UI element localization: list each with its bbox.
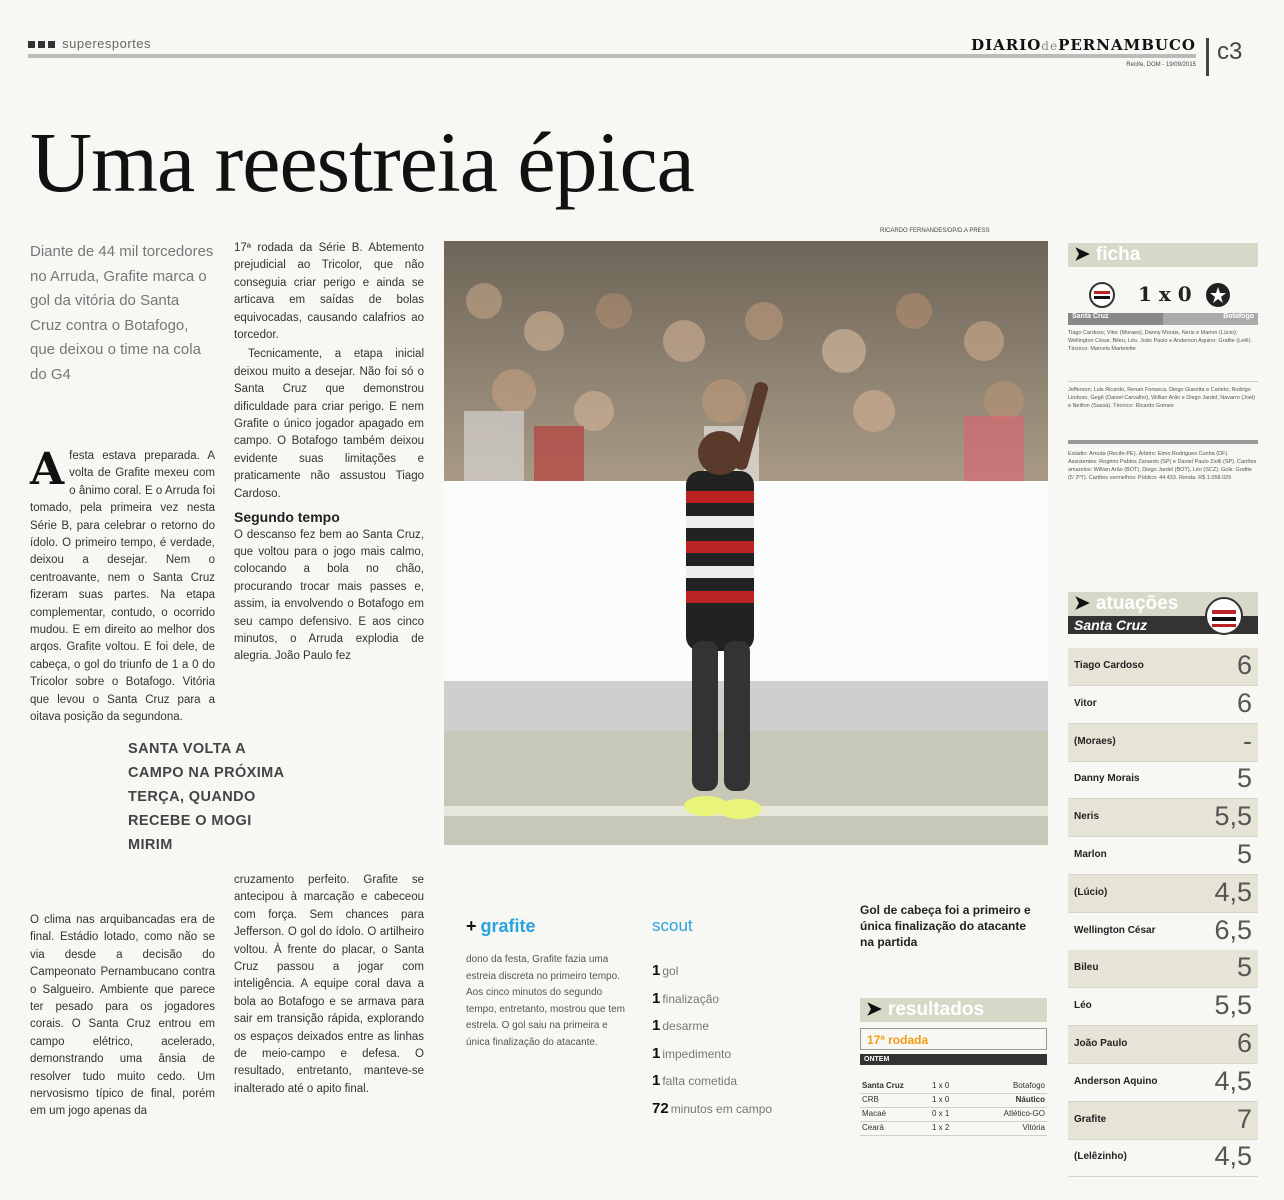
player-name: Bileu <box>1074 962 1099 974</box>
scout-number: 1 <box>652 1017 661 1034</box>
scout-number: 1 <box>652 989 661 1007</box>
ficha-header <box>1068 243 1258 267</box>
player-score: 5 <box>1236 839 1252 869</box>
match-photo <box>444 241 1048 845</box>
scout-item <box>652 1072 832 1100</box>
player-name: (Lúcio) <box>1074 886 1108 898</box>
square-icon <box>48 41 55 48</box>
scout-label: impedimento <box>662 1046 732 1061</box>
photo-illustration <box>444 241 1048 845</box>
ficha-title: ficha <box>1095 244 1141 265</box>
player-score: 6,5 <box>1214 914 1252 945</box>
atuacoes-box <box>1068 592 1258 634</box>
ficha-score: 1 x 0 <box>1138 282 1192 306</box>
headline: Uma reestreia épica <box>30 114 694 210</box>
ficha-score-area <box>1068 267 1258 313</box>
scout-label: minutos em campo <box>670 1101 773 1116</box>
scout-list <box>652 962 832 1127</box>
player-score: 5,5 <box>1214 990 1252 1021</box>
scout-number: 1 <box>652 1072 661 1089</box>
dropcap: A <box>30 444 65 495</box>
body-text-2b: Tecnicamente, a etapa inicial deixou muito a desejar. Não foi só o Santa Cruz que demonstrou dificuldade para criar perigo. E nem Grafite o único jogador apagado em campo. O Botafogo também deixou evidente suas limitações e praticamente não assustou Tiago Cardoso. <box>234 348 424 500</box>
subhead: Segundo tempo <box>234 509 340 526</box>
player-rating-row <box>1068 1139 1258 1177</box>
photo-caption: Gol de cabeça foi a primeiro e única finalização do atacante na partida <box>860 903 1031 949</box>
scout-title: scout <box>652 916 693 935</box>
scout-label: finalização <box>662 991 720 1006</box>
body-text-1: festa estava preparada. A volta de Grafite mexeu com o ânimo coral. E o Arruda foi tomado, pela primeira vez nesta Série B, para celebrar o retorno do ídolo. O primeiro tempo, é verdade, deixou a desejar. Nem o centroavante, nem o Santa Cruz fizeram suas partes. Na etapa complementar, contudo, o ocorrido mudou. E em direito ao melhor dos arqos. Grafite voltou. E foi dele, de cabeça, o gol do triunfo de 1 a 0 do Tricolor sobre o Botafogo. Vitória que levou o Santa Cruz para a oitava posição da segundona. <box>30 450 215 724</box>
square-icon <box>28 41 35 48</box>
body-text-2a: 17ª rodada da Série B. Abtemento prejudicial ao Tricolor, que não conseguia criar perigo e ainda se articava em saídas de bolas equivocadas, causando calafrios ao torcedor. <box>234 242 424 342</box>
player-name: Anderson Aquino <box>1074 1075 1158 1087</box>
arrow-icon: ➤ <box>1074 593 1090 614</box>
player-name: Wellington César <box>1074 924 1156 936</box>
ficha-box <box>1068 243 1258 528</box>
ficha-teams <box>1068 313 1258 325</box>
resultados-header <box>860 998 1047 1022</box>
result-away: Atlético-GO <box>1003 1109 1045 1118</box>
result-score: 1 x 0 <box>932 1081 950 1090</box>
player-rating-row <box>1068 761 1258 799</box>
body-column-2b <box>234 872 424 1098</box>
scout-item <box>652 990 832 1018</box>
result-row <box>860 1080 1047 1094</box>
atuacoes-team: Santa Cruz <box>1068 616 1258 634</box>
player-rating-row <box>1068 913 1258 951</box>
body-column-2 <box>234 240 424 787</box>
player-rating-row <box>1068 875 1258 913</box>
top-rule <box>28 54 1196 58</box>
arrow-icon: ➤ <box>866 999 882 1020</box>
scout-item <box>652 962 832 990</box>
ficha-away-lineup: Jefferson; Luis Ricardo, Renan Fonseca, Diego Giaretta e Carleto; Rodrigo Lindoso, Gegê (Daniel Carvalho), Willian Arão e Diego Jardel; Navarro (Joel) e Neilton (Sassá). Técnico: Ricardo Gomes <box>1068 387 1256 409</box>
player-name: (Lelêzinho) <box>1074 1151 1127 1163</box>
arrow-icon: ➤ <box>1074 244 1090 265</box>
atuacoes-title: atuações <box>1095 593 1179 614</box>
ficha-team-away: Botafogo <box>1163 313 1258 325</box>
player-score: 4,5 <box>1214 1141 1252 1172</box>
ficha-divider <box>1068 440 1258 444</box>
result-row <box>860 1108 1047 1122</box>
player-name: Vitor <box>1074 697 1097 709</box>
result-row <box>860 1122 1047 1136</box>
player-score: - <box>1243 725 1252 756</box>
player-rating-row <box>1068 950 1258 988</box>
result-home: Macaé <box>862 1109 887 1118</box>
grafite-text: dono da festa, Grafite fazia uma estreia discreta no primeiro tempo. Aos cinco minutos do segundo tempo, entretanto, mostrou que tem estrela. O gol saiu na primeira e única finalização do atacante. <box>466 954 625 1048</box>
resultados-title: resultados <box>887 999 985 1020</box>
santa-cruz-crest-icon <box>1204 596 1244 636</box>
player-rating-row <box>1068 837 1258 875</box>
player-score: 5 <box>1236 763 1252 794</box>
scout-number: 1 <box>652 1044 661 1062</box>
result-away: Vitória <box>1022 1123 1045 1132</box>
player-score: 4,5 <box>1214 1065 1252 1096</box>
body-text-1b: O clima nas arquibancadas era de final. Estádio lotado, como não se via desde a decisão do Campeonato Pernambucano contra o Salgueiro. Ambiente que parece ter pesado para os jogadores corais. O Santa Cruz entrou em campo elétrico, acelerado, demonstrando uma ânsia de resolver tudo muito cedo. Um nervosismo típico de final, porém em um jogo apenas da <box>30 914 215 1118</box>
result-away: Botafogo <box>1012 1081 1045 1090</box>
result-home: Ceará <box>862 1123 884 1132</box>
section-name: superesportes <box>62 36 152 51</box>
player-name: Tiago Cardoso <box>1074 660 1144 671</box>
player-rating-row <box>1068 1064 1258 1102</box>
result-score: 1 x 2 <box>932 1123 950 1132</box>
player-rating-row <box>1068 686 1258 724</box>
player-rating-row <box>1068 1102 1258 1140</box>
top-bar <box>28 36 1196 68</box>
grafite-title-text: grafite <box>480 916 536 936</box>
botafogo-crest-icon <box>1204 281 1232 309</box>
player-score: 6 <box>1236 687 1252 718</box>
ficha-team-home: Santa Cruz <box>1068 313 1163 325</box>
player-score: 5 <box>1236 952 1252 983</box>
player-rating-row <box>1068 1026 1258 1064</box>
body-text-2c: O descanso fez bem ao Santa Cruz, que voltou para o jogo mais calmo, colocando a bola no chão, procurando trocar mais passes e, assim, ia envolvendo o Botafogo em seu campo defensivo. E aos cinco minutos, o Arruda explodia de alegria. João Paulo fez <box>234 528 424 663</box>
square-icon <box>38 41 45 48</box>
result-away: Náutico <box>1015 1095 1045 1104</box>
player-score: 5,5 <box>1214 801 1252 832</box>
scout-number: 72 <box>652 1099 669 1117</box>
scout-number: 1 <box>652 962 661 979</box>
scout-label: desarme <box>662 1019 710 1033</box>
result-home: CRB <box>862 1095 879 1104</box>
player-name: Léo <box>1074 1000 1092 1012</box>
scout-item <box>652 1045 832 1073</box>
resultados-round: 17ª rodada <box>860 1028 1047 1050</box>
scout-item <box>652 1017 832 1045</box>
pull-quote: SANTA VOLTA A CAMPO NA PRÓXIMA TERÇA, QUANDO RECEBE O MOGI MIRIM <box>128 733 298 861</box>
resultados-day: ONTEM <box>860 1054 1047 1065</box>
player-score: 6 <box>1236 1028 1252 1058</box>
resultados-box <box>860 998 1047 1065</box>
player-rating-row <box>1068 648 1258 686</box>
section-label <box>28 36 151 51</box>
body-column-1 <box>30 444 215 727</box>
ficha-details: Estádio: Arruda (Recife-PE). Árbitro: Elmo Rodrigues Cunha (DF). Assistentes: Rogério Pablos Zanardo (SP) e Daniel Paulo Ziolli (SP). Cartões amarelos: Willian Arão (BOT), Diego Jardel (BOT), Léo (SCZ). Gols: Grafite (5' 2ºT). Cartões vermelhos: Público: 44.433. Renda: R$ 1.058.025 <box>1068 451 1257 481</box>
player-rating-row <box>1068 724 1258 762</box>
photo-credit: RICARDO FERNANDES/DP/D.A PRESS <box>880 228 990 234</box>
player-name: Danny Morais <box>1074 773 1140 785</box>
ficha-home-lineup: Tiago Cardoso; Vitor (Moraes), Danny Morais, Neris e Marlon (Lúcio); Wellington César, Bileu, Léo, João Paulo e Anderson Aquino; Grafite (Lelê). Técnico: Marcelo Martelotte <box>1068 330 1252 352</box>
santa-cruz-crest-icon <box>1088 281 1116 309</box>
body-text-2d: cruzamento perfeito. Grafite se antecipou à marcação e cabeceou com força. Sem chances para Jefferson. O gol do ídolo. O artilheiro voltou. À frente do placar, o Santa Cruz passou a jogar com inteligência. A equipe coral dava a bola ao Botafogo e se armava para sair em transição rápida, explorando os espaços deixados entre as linhas de meio-campo e defesa. O resultado, entretanto, manteve-se inalterado até o apito final. <box>234 874 424 1095</box>
body-column-1b <box>30 912 215 1121</box>
lead-text: Diante de 44 mil torcedores no Arruda, Grafite marca o gol da vitória do Santa Cruz contra o Botafogo, que deixou o time na cola do G4 <box>30 243 214 383</box>
masthead-diario: DIARIO <box>971 36 1042 54</box>
masthead-de: de <box>1041 39 1059 53</box>
player-score: 4,5 <box>1214 876 1252 907</box>
player-name: Grafite <box>1074 1113 1107 1125</box>
result-score: 0 x 1 <box>932 1109 950 1118</box>
player-score: 6 <box>1236 650 1252 680</box>
result-home: Santa Cruz <box>862 1081 904 1090</box>
player-name: Marlon <box>1074 849 1107 860</box>
player-rating-row <box>1068 799 1258 837</box>
scout-label: gol <box>662 964 679 978</box>
page-number: c3 <box>1206 38 1256 76</box>
result-score: 1 x 0 <box>932 1095 950 1104</box>
player-name: Neris <box>1074 811 1100 823</box>
grafite-title <box>466 916 536 937</box>
player-name: (Moraes) <box>1074 735 1116 747</box>
player-score: 7 <box>1236 1103 1252 1134</box>
plus-icon: + <box>466 916 477 936</box>
masthead-pernambuco: PERNAMBUCO <box>1058 36 1196 54</box>
player-name: João Paulo <box>1074 1038 1128 1049</box>
dateline: Recife, DOM - 19/09/2015 <box>1126 62 1196 68</box>
scout-label: falta cometida <box>662 1074 738 1088</box>
masthead <box>971 36 1196 54</box>
player-rating-row <box>1068 988 1258 1026</box>
result-row <box>860 1094 1047 1108</box>
scout-item <box>652 1100 832 1128</box>
